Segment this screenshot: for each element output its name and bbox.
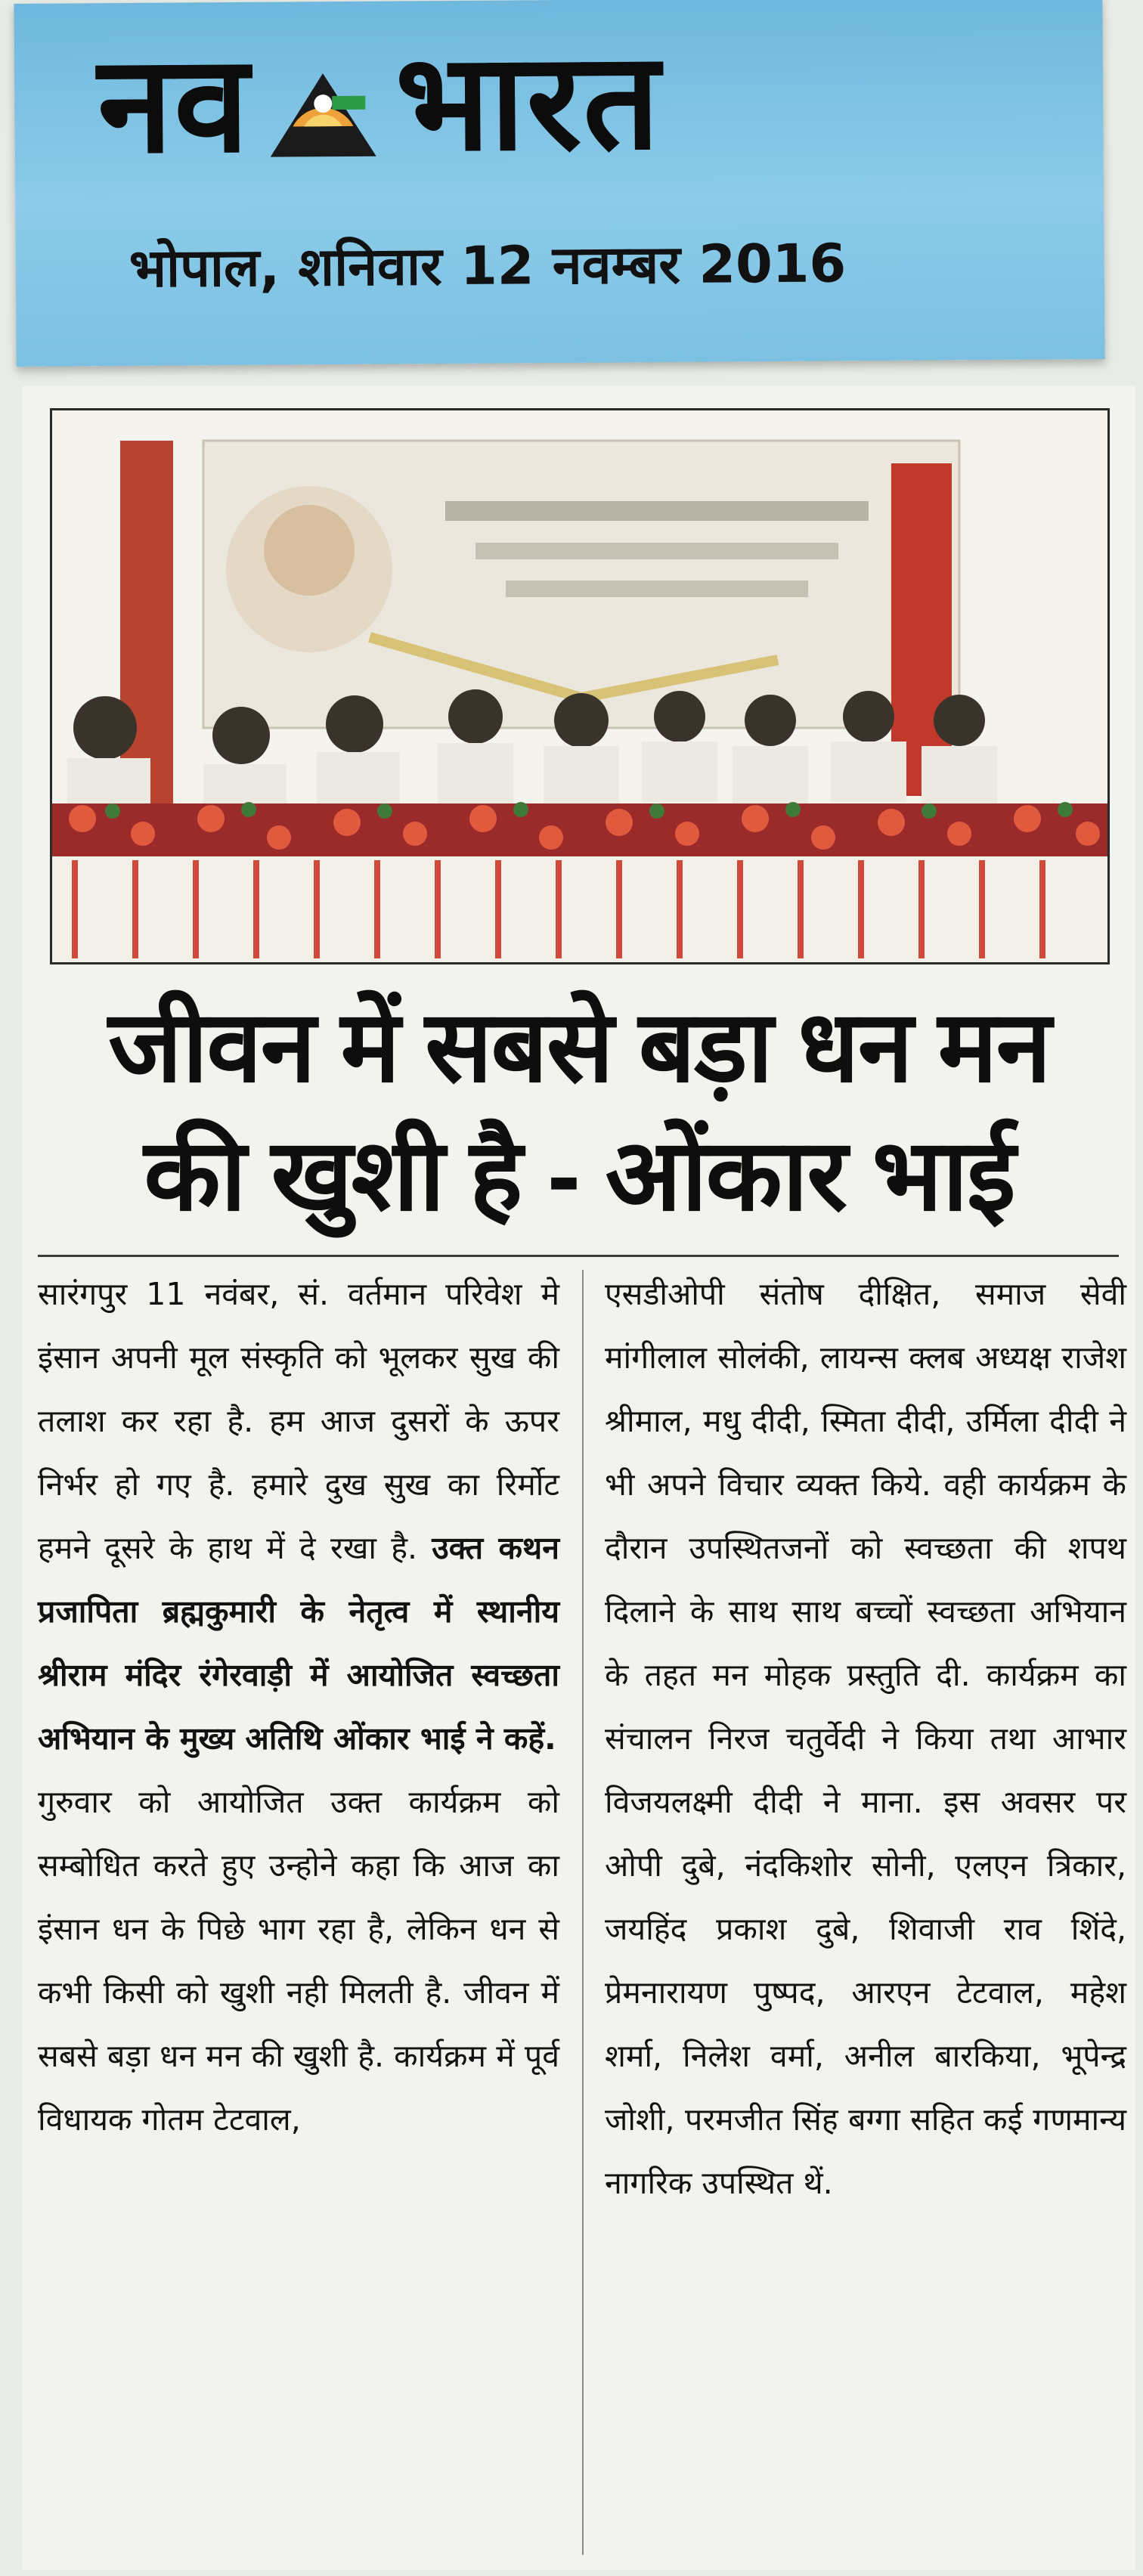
headline-line-2: की खुशी है - ओंकार भाई (144, 1119, 1014, 1231)
article-headline (23, 983, 1135, 1240)
paragraph-intro-bold-text: उक्त कथन प्रजापिता ब्रह्मकुमारी के नेतृत्व में स्थानीय श्रीराम मंदिर रंगेरवाड़ी में आयोजित स्वच्छता अभियान के मुख्य अतिथि ओंकार भाई ने कहें. (38, 1530, 559, 1757)
sunrise-logo-icon (262, 43, 383, 165)
article-column-left (38, 1262, 559, 2151)
paragraph-second: गुरुवार को आयोजित उक्त कार्यक्रम को सम्बोधित करते हुए उन्होने कहा कि आज का इंसान धन के पिछे भाग रहा है, लेकिन धन से कभी किसी को खुशी नही मिलती है. जीवन में सबसे बड़ा धन मन की खुशी है. कार्यक्रम में पूर्व विधायक गोतम टेटवाल, (38, 1784, 559, 2138)
headline-rule (38, 1255, 1119, 1257)
newspaper-masthead (14, 0, 1104, 367)
event-photo-illustration (52, 410, 1107, 962)
paragraph-intro-text: सारंगपुर 11 नवंबर, सं. वर्तमान परिवेश मे इंसान अपनी मूल संस्कृति को भूलकर सुख की तलाश कर रहा है. हम आज दुसरों के ऊपर निर्भर हो गए है. हमारे दुख सुख का रिर्मोट हमने दूसरे के हाथ में दे रखा है. (38, 1276, 559, 1566)
column-divider (582, 1270, 584, 2555)
dateline: भोपाल, शनिवार 12 नवम्बर 2016 (129, 232, 847, 299)
stage-table-cloth (52, 856, 1107, 962)
article-column-right (605, 1262, 1126, 2215)
news-article (23, 385, 1135, 2570)
paragraph-intro (38, 1262, 559, 1770)
paragraph-right: एसडीओपी संतोष दीक्षित, समाज सेवी मांगीलाल सोलंकी, लायन्स क्लब अध्यक्ष राजेश श्रीमाल, मधु दीदी, स्मिता दीदी, उर्मिला दीदी ने भी अपने विचार व्यक्त किये. वही कार्यक्रम के दौरान उपस्थितजनों को स्वच्छता की शपथ दिलाने के साथ साथ बच्चों स्वच्छता अभियान के तहत मन मोहक प्रस्तुति दी. कार्यक्रम का संचालन निरज चतुर्वेदी ने किया तथा आभार विजयलक्ष्मी दीदी ने माना. इस अवसर पर ओपी दुबे, नंदकिशोर सोनी, एलएन त्रिकार, जयहिंद प्रकाश दुबे, शिवाजी राव शिंदे, प्रेमनारायण पुष्पद, आरएन टेटवाल, महेश शर्मा, निलेश वर्मा, अनील बारकिया, भूपेन्द्र जोशी, परमजीत सिंह बग्गा सहित कई गणमान्य नागरिक उपस्थित थें. (605, 1276, 1126, 2201)
newspaper-name-part1: नव (97, 25, 251, 184)
headline-line-1: जीवन में सबसे बड़ा धन मन (108, 991, 1050, 1102)
newspaper-name (97, 23, 662, 184)
newspaper-name-part2: भारत (395, 23, 662, 181)
event-stage-photo (50, 408, 1110, 964)
